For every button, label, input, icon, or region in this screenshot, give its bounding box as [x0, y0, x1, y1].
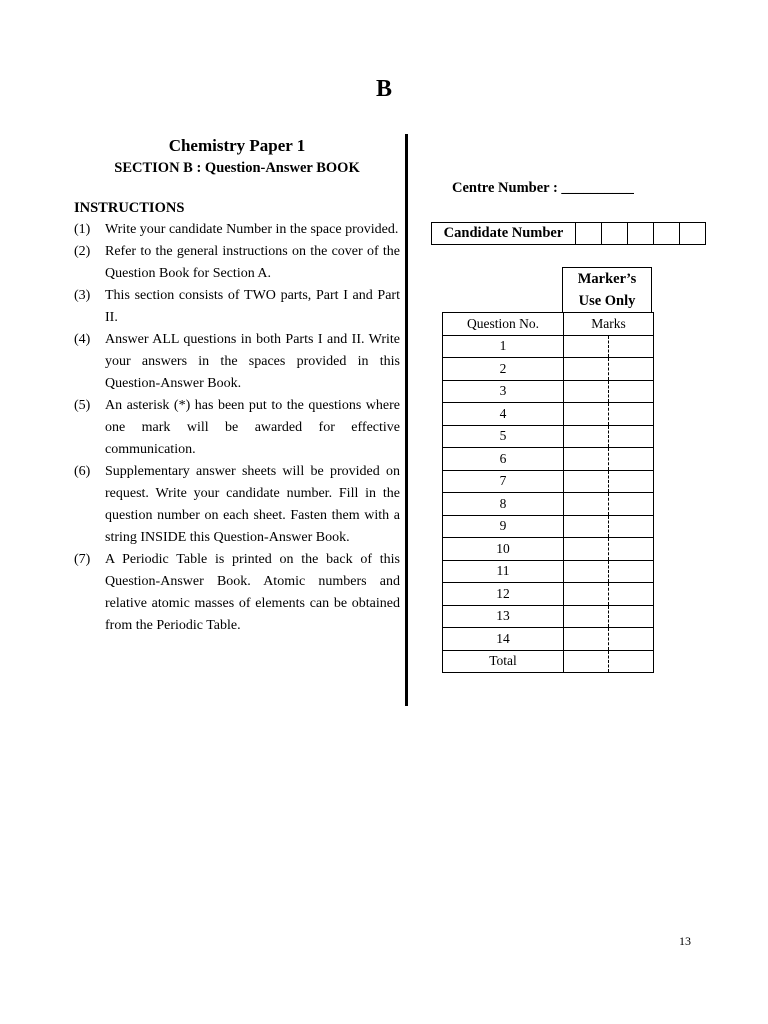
marks-cell[interactable] — [609, 335, 654, 358]
question-number-cell: 13 — [443, 605, 564, 628]
marks-cell[interactable] — [609, 470, 654, 493]
instruction-number: (4) — [74, 332, 91, 347]
marks-cell[interactable] — [564, 560, 609, 583]
marks-cell[interactable] — [609, 425, 654, 448]
marks-table-row — [443, 538, 654, 561]
marks-table-row — [443, 628, 654, 651]
marks-table-row — [443, 425, 654, 448]
instruction-item — [74, 285, 400, 329]
question-number-cell: 2 — [443, 358, 564, 381]
instruction-text: This section consists of TWO parts, Part I and Part II. — [105, 288, 400, 325]
marks-cell[interactable] — [609, 515, 654, 538]
marks-cell[interactable] — [609, 380, 654, 403]
question-number-cell: 11 — [443, 560, 564, 583]
marks-cell[interactable] — [609, 448, 654, 471]
marks-table — [442, 312, 654, 673]
instruction-text: Answer ALL questions in both Parts I and II. Write your answers in the spaces provided in this Question-Answer Book. — [105, 332, 400, 391]
instruction-text: A Periodic Table is printed on the back of this Question-Answer Book. Atomic numbers and relative atomic masses of elements can be obtained from the Periodic Table. — [105, 552, 400, 633]
marks-cell[interactable] — [609, 650, 654, 673]
instructions-list — [74, 219, 400, 637]
markers-label: Marker’s — [577, 271, 637, 287]
marks-cell[interactable] — [609, 605, 654, 628]
instruction-text: Write your candidate Number in the space provided. — [105, 222, 399, 237]
marks-cell[interactable] — [564, 380, 609, 403]
marks-cell[interactable] — [564, 515, 609, 538]
paper-title: Chemistry Paper 1 — [168, 136, 306, 155]
instruction-item — [74, 549, 400, 637]
marks-table-row — [443, 650, 654, 673]
marks-cell[interactable] — [609, 583, 654, 606]
marks-table-row — [443, 515, 654, 538]
marks-table-body — [443, 335, 654, 673]
marks-table-row — [443, 358, 654, 381]
marks-cell[interactable] — [564, 403, 609, 426]
marks-cell[interactable] — [564, 448, 609, 471]
candidate-digit-box[interactable] — [576, 223, 602, 245]
instructions-column — [74, 136, 400, 637]
instruction-number: (6) — [74, 464, 91, 479]
marks-cell[interactable] — [609, 560, 654, 583]
instruction-number: (1) — [74, 222, 91, 237]
instruction-item — [74, 395, 400, 461]
marks-cell[interactable] — [609, 628, 654, 651]
marks-table-header-row — [443, 313, 654, 336]
candidate-digit-box[interactable] — [628, 223, 654, 245]
marks-cell[interactable] — [564, 605, 609, 628]
marks-table-row — [443, 560, 654, 583]
question-number-cell: 7 — [443, 470, 564, 493]
markers-use-only-header — [562, 267, 652, 313]
question-number-cell: 14 — [443, 628, 564, 651]
marks-table-row — [443, 403, 654, 426]
question-number-cell: 10 — [443, 538, 564, 561]
marks-table-row — [443, 493, 654, 516]
marks-table-row — [443, 583, 654, 606]
instruction-text: Supplementary answer sheets will be provided on request. Write your candidate number. Fill in the question number on each sheet. Fasten them with a string INSIDE this Question-Answer Book. — [105, 464, 400, 545]
question-number-cell: 3 — [443, 380, 564, 403]
marks-cell[interactable] — [564, 493, 609, 516]
marks-cell[interactable] — [609, 493, 654, 516]
column-divider — [405, 134, 408, 706]
candidate-digit-box[interactable] — [654, 223, 680, 245]
marks-table-row — [443, 470, 654, 493]
marks-cell[interactable] — [564, 358, 609, 381]
question-number-cell: 1 — [443, 335, 564, 358]
question-number-cell: 12 — [443, 583, 564, 606]
instruction-number: (2) — [74, 244, 91, 259]
instruction-item — [74, 219, 400, 241]
candidate-digit-box[interactable] — [680, 223, 706, 245]
marks-table-row — [443, 448, 654, 471]
section-letter: B — [375, 76, 392, 102]
marks-cell[interactable] — [609, 358, 654, 381]
instruction-text: An asterisk (*) has been put to the questions where one mark will be awarded for effective communication. — [105, 398, 400, 457]
question-number-cell: 5 — [443, 425, 564, 448]
instruction-item — [74, 461, 400, 549]
marks-cell[interactable] — [564, 425, 609, 448]
instructions-heading: INSTRUCTIONS — [74, 200, 185, 216]
centre-number-field: Centre Number : __________ — [452, 180, 634, 196]
instruction-number: (7) — [74, 552, 91, 567]
candidate-digit-box[interactable] — [602, 223, 628, 245]
instruction-number: (3) — [74, 288, 91, 303]
question-no-header: Question No. — [443, 313, 564, 336]
candidate-number-label: Candidate Number — [432, 223, 576, 245]
question-number-cell: 9 — [443, 515, 564, 538]
marks-cell[interactable] — [564, 583, 609, 606]
marks-cell[interactable] — [609, 538, 654, 561]
candidate-number-table — [431, 222, 706, 245]
marks-cell[interactable] — [564, 470, 609, 493]
marks-cell[interactable] — [564, 538, 609, 561]
marks-cell[interactable] — [564, 650, 609, 673]
marks-cell[interactable] — [564, 628, 609, 651]
paper-subtitle: SECTION B : Question-Answer BOOK — [114, 160, 360, 176]
marks-table-row — [443, 605, 654, 628]
marks-table-row — [443, 335, 654, 358]
instruction-text: Refer to the general instructions on the cover of the Question Book for Section A. — [105, 244, 400, 281]
marks-cell[interactable] — [564, 335, 609, 358]
instruction-item — [74, 241, 400, 285]
instruction-item — [74, 329, 400, 395]
question-number-cell: Total — [443, 650, 564, 673]
question-number-cell: 4 — [443, 403, 564, 426]
marks-header: Marks — [564, 313, 654, 336]
marks-table-row — [443, 380, 654, 403]
instruction-number: (5) — [74, 398, 91, 413]
use-only-label: Use Only — [578, 293, 636, 309]
page-number: 13 — [679, 934, 691, 948]
question-number-cell: 6 — [443, 448, 564, 471]
question-number-cell: 8 — [443, 493, 564, 516]
marks-cell[interactable] — [609, 403, 654, 426]
